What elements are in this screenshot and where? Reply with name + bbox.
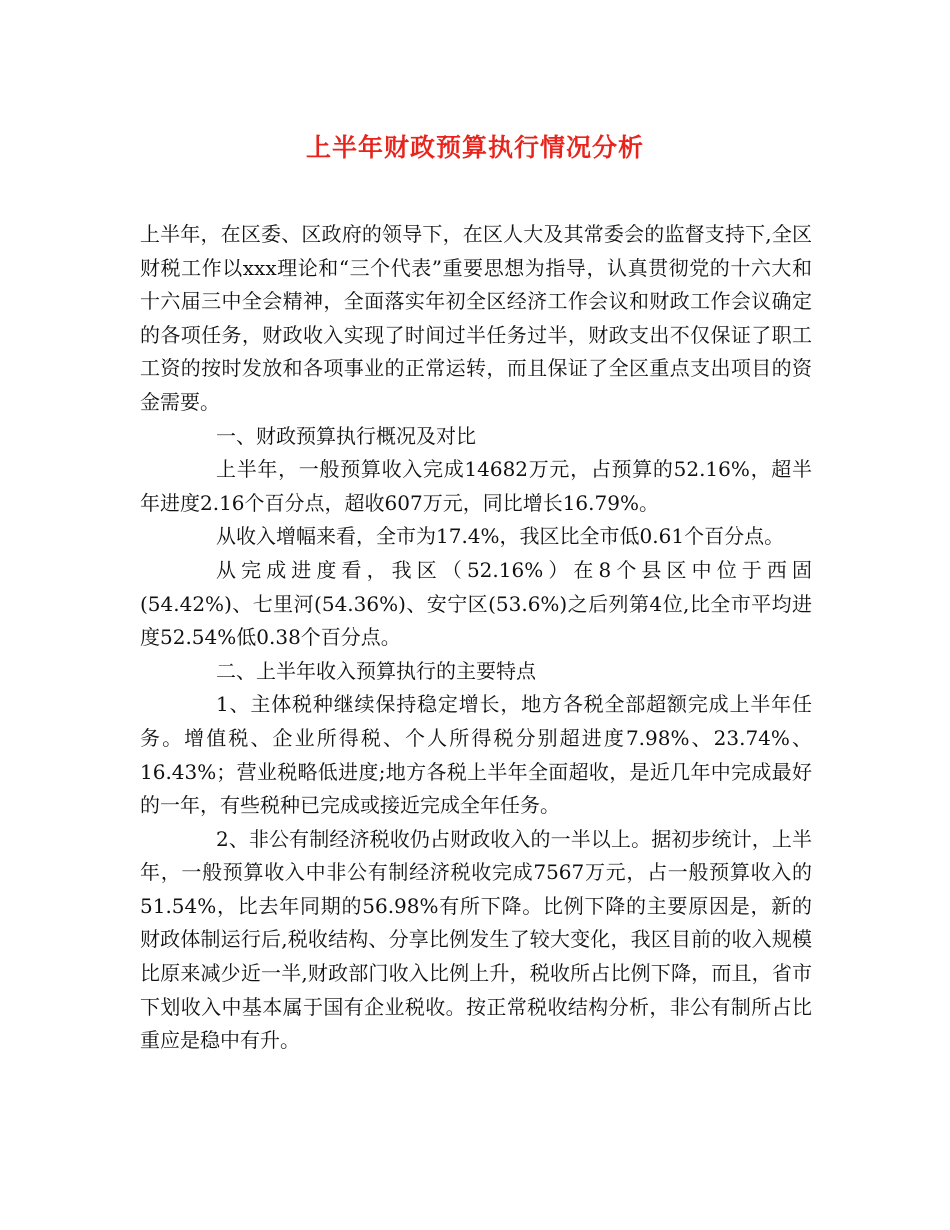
paragraph-non-public-economy: 2、非公有制经济税收仍占财政收入的一半以上。据初步统计，上半年，一般预算收入中非公有制经济税收完成7567万元，占一般预算收入的51.54%，比去年同期的56.98%有所下降。比例下降的主要原因是，新的财政体制运行后,税收结构、分享比例发生了较大变化，我区目前的收入规模比原来减少近一半,财政部门收入比例上升，税收所占比例下降，而且，省市下划收入中基本属于国有企业税收。按正常税收结构分析，非公有制所占比重应是稳中有升。: [140, 826, 812, 1053]
paragraph-main-taxes: 1、主体税种继续保持稳定增长，地方各税全部超额完成上半年任务。增值税、企业所得税、个人所得税分别超进度7.98%、23.74%、16.43%；营业税略低进度;地方各税上半年全面超收，是近几年中完成最好的一年，有些税种已完成或接近完成全年任务。: [140, 692, 812, 818]
section-heading-features: 二、上半年收入预算执行的主要特点: [216, 658, 536, 683]
section-heading-overview: 一、财政预算执行概况及对比: [216, 423, 476, 448]
paragraph-progress-ranking: 从完成进度看，我区（52.16%）在8个县区中位于西固(54.42%)、七里河(54.36%)、安宁区(53.6%)之后列第4位,比全市平均进度52.54%低0.38个百分点。: [140, 557, 812, 650]
paragraph-revenue-summary: 上半年，一般预算收入完成14682万元，占预算的52.16%，超半年进度2.16个百分点，超收607万元，同比增长16.79%。: [140, 457, 812, 515]
paragraph-growth-comparison: 从收入增幅来看，全市为17.4%，我区比全市低0.61个百分点。: [216, 524, 785, 549]
paragraph-intro: 上半年，在区委、区政府的领导下，在区人大及其常委会的监督支持下,全区财税工作以xxx理论和“三个代表”重要思想为指导，认真贯彻党的十六大和十六届三中全会精神，全面落实年初全区经济工作会议和财政工作会议确定的各项任务，财政收入实现了时间过半任务过半，财政支出不仅保证了职工工资的按时发放和各项事业的正常运转，而且保证了全区重点支出项目的资金需要。: [140, 222, 812, 414]
document-body: [140, 218, 812, 1058]
document-title: 上半年财政预算执行情况分析: [305, 133, 644, 162]
